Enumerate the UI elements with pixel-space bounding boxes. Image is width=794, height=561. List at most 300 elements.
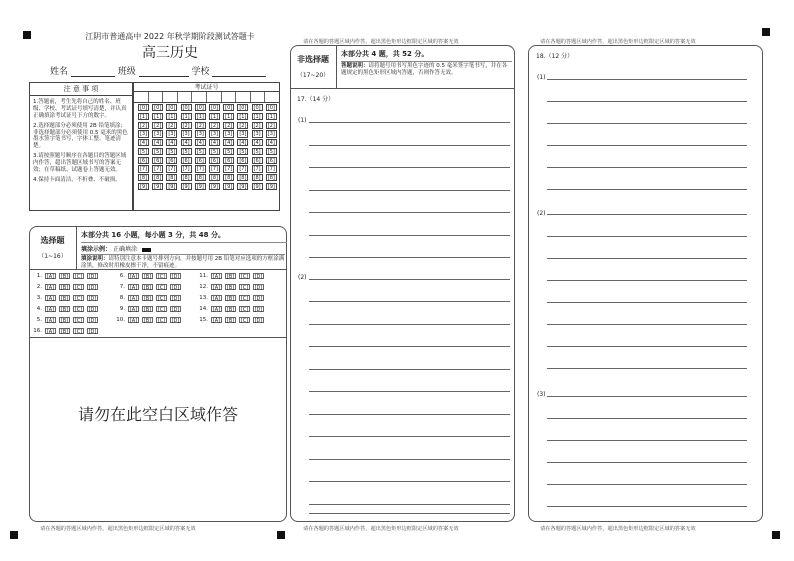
answer-bubble-b[interactable]: [B] [60,285,69,291]
exam-id-bubble[interactable]: [8] [154,175,162,182]
answer-bubble-a[interactable]: [A] [46,307,55,313]
exam-id-bubble[interactable]: [7] [210,166,219,173]
answer-bubble-a[interactable]: [A] [46,274,55,280]
nonchoice-info [337,45,515,89]
exam-id-bubble[interactable]: [4] [239,140,247,147]
exam-id-bubble[interactable]: [6] [168,157,176,164]
nonchoice-header [290,45,337,89]
answer-bubble-b[interactable]: [B] [143,296,152,302]
answer-bubble-a[interactable]: [A] [46,285,55,291]
answer-line[interactable] [547,258,747,259]
exam-id-bubble[interactable]: [4] [182,140,190,147]
exam-id-bubble[interactable]: [9] [182,184,190,191]
answer-bubble-a[interactable]: [A] [46,318,55,324]
exam-id-digit-box[interactable] [149,92,164,102]
answer-bubble-b[interactable]: [B] [60,307,69,313]
exam-id-bubble[interactable]: [8] [196,175,204,182]
answer-line[interactable] [309,504,510,505]
answer-bubble-d[interactable]: [D] [254,296,263,302]
answer-bubble-c[interactable]: [C] [74,296,83,302]
exam-id-bubble[interactable]: [2] [168,122,176,129]
student-info-row [50,64,266,77]
answer-bubble-a[interactable]: [A] [212,285,221,291]
nonchoice-instruction-label: 答题说明： [341,63,369,69]
choice-question-row [196,284,267,290]
answer-bubble-c[interactable]: [C] [240,296,249,302]
name-field[interactable] [71,67,115,77]
q18-label: 18.（12 分） [536,53,574,60]
choice-grid-bottom-rule [29,337,287,338]
answer-line[interactable] [547,101,747,102]
exam-id-bubble[interactable]: [2] [267,122,275,129]
exam-id-bubble[interactable]: [3] [253,131,261,138]
nonchoice-panel [290,45,515,522]
choice-question-row [113,295,184,301]
answer-line[interactable] [309,235,510,236]
choice-question-row [196,317,267,323]
question-number: 14. [199,306,208,312]
answer-bubble-d[interactable]: [D] [88,329,97,335]
answer-bubble-a[interactable]: [A] [129,274,138,280]
answer-line[interactable] [547,280,747,281]
question-number: 11. [199,273,208,279]
answer-bubble-c[interactable]: [C] [74,318,83,324]
answer-line[interactable] [309,346,510,347]
exam-id-bubble[interactable]: [7] [196,166,204,173]
warning-footer-right: 请在各题的答题区域内作答，超出黑色矩形边框限定区域的答案无效 [540,526,696,532]
notice-item: 4.保持卡面清洁，不折叠、不破损。 [33,176,121,183]
notice-items [30,96,132,184]
answer-line[interactable] [547,484,747,485]
exam-id-bubble[interactable]: [1] [210,113,219,120]
question-number: 1. [36,273,42,279]
answer-line[interactable] [547,302,747,303]
answer-bubble-b[interactable]: [B] [226,274,235,280]
exam-id-bubble[interactable]: [1] [267,113,275,120]
answer-bubble-c[interactable]: [C] [74,329,83,335]
choice-question-row [30,306,101,312]
answer-bubble-c[interactable]: [C] [240,285,249,291]
q18-part2-label: (2) [537,210,546,217]
exam-id-bubble[interactable]: [7] [139,166,148,173]
exam-id-bubble[interactable]: [9] [253,184,261,191]
warning-footer-mid: 请在各题的答题区域内作答，超出黑色矩形边框限定区域的答案无效 [303,526,459,532]
answer-line[interactable] [309,459,510,460]
exam-id-column [237,104,248,190]
exam-id-bubble[interactable]: [0] [196,105,204,111]
exam-id-bubble[interactable]: [3] [267,131,275,138]
answer-line[interactable] [547,167,747,168]
answer-bubble-c[interactable]: [C] [240,274,249,280]
nonchoice-instruction [341,61,512,78]
answer-bubble-d[interactable]: [D] [88,296,97,302]
answer-bubble-d[interactable]: [D] [171,285,180,291]
answer-bubble-c[interactable]: [C] [240,318,249,324]
answer-line[interactable] [547,324,747,325]
fill-example [81,242,287,253]
exam-id-digit-box[interactable] [251,92,266,102]
answer-bubble-a[interactable]: [A] [129,296,138,302]
school-field[interactable] [212,67,266,77]
answer-bubble-c[interactable]: [C] [74,307,83,313]
exam-id-bubble[interactable]: [2] [225,122,233,129]
exam-id-bubble[interactable]: [2] [154,122,162,129]
answer-line[interactable] [547,418,747,419]
answer-line[interactable] [309,481,510,482]
answer-bubble-c[interactable]: [C] [157,296,166,302]
registration-mark-bottom-left [10,531,18,539]
notice-item: 1.答题前，考生先将自己的姓名、班级、学校、考试证号填写清楚，并认真正确填涂考试证号下方的数字。 [33,99,127,119]
exam-id-bubble[interactable]: [4] [210,140,219,147]
exam-id-bubble[interactable]: [0] [239,105,247,111]
question-number: 6. [119,273,125,279]
exam-id-bubble[interactable]: [0] [182,105,190,111]
exam-id-bubble[interactable]: [6] [210,157,219,164]
exam-id-bubble[interactable]: [7] [225,166,233,173]
answer-bubble-d[interactable]: [D] [88,318,97,324]
fill-instruction-text: 请特别注意本卡题号排列方向，并按题号用 2B 铅笔对应选项的方框涂满涂黑，修改时用橡皮擦干净，不留痕迹。 [81,256,285,270]
notice-item: 3.请按照题号顺序在各题目的答题区域内作答，超出答题区域书写的答案无效；在草稿纸、试题卷上答题无效。 [33,153,127,173]
answer-line[interactable] [547,189,747,190]
exam-id-bubble[interactable]: [9] [267,184,275,191]
exam-id-bubble[interactable]: [0] [168,105,176,111]
answer-line[interactable] [309,279,510,280]
exam-id-bubble[interactable]: [2] [139,122,148,129]
answer-bubble-d[interactable]: [D] [171,307,180,313]
answer-bubble-a[interactable]: [A] [212,296,221,302]
exam-id-digit-box[interactable] [207,92,222,102]
exam-id-bubble[interactable]: [3] [139,131,148,138]
choice-question-row [196,273,267,279]
exam-id-bubble[interactable]: [9] [154,184,162,191]
exam-id-bubble[interactable]: [9] [139,184,148,191]
choice-question-row [113,273,184,279]
exam-id-bubble[interactable]: [6] [239,157,247,164]
answer-line[interactable] [547,462,747,463]
exam-id-column [209,104,220,190]
exam-id-bubble[interactable]: [1] [253,113,261,120]
answer-bubble-b[interactable]: [B] [60,274,69,280]
answer-bubble-d[interactable]: [D] [171,274,180,280]
answer-bubble-c[interactable]: [C] [157,285,166,291]
answer-line[interactable] [309,414,510,415]
exam-id-bubble[interactable]: [1] [168,113,176,120]
answer-bubble-d[interactable]: [D] [88,307,97,313]
question-number: 13. [199,295,208,301]
exam-id-bubble[interactable]: [4] [267,140,275,147]
registration-mark-bottom-right [772,531,780,539]
answer-line[interactable] [547,346,747,347]
fill-example-label: 填涂示例： [81,246,112,253]
exam-id-column [181,104,192,190]
class-field[interactable] [139,67,189,77]
q17-part1-label: (1) [298,117,307,124]
answer-bubble-a[interactable]: [A] [129,318,138,324]
notice-item: 2.选择题部分必须使用 2B 铅笔填涂；非选择题部分必须使用 0.5 毫米的黑色墨水签字笔书写，字体工整、笔迹清楚。 [33,122,128,150]
exam-id-bubble[interactable]: [7] [168,166,176,173]
exam-id-bubble[interactable]: [8] [139,175,148,182]
answer-bubble-b[interactable]: [B] [226,296,235,302]
answer-line[interactable] [547,236,747,237]
answer-line[interactable] [547,79,747,80]
exam-id-bubble[interactable]: [8] [225,175,233,182]
exam-id-bubble[interactable]: [5] [168,148,176,155]
exam-id-bubble[interactable]: [1] [239,113,247,120]
exam-id-bubble[interactable]: [0] [154,105,162,111]
answer-bubble-a[interactable]: [A] [129,307,138,313]
answer-bubble-d[interactable]: [D] [254,307,263,313]
warning-header-mid: 请在各题的答题区域内作答，超出黑色矩形边框限定区域的答案无效 [303,39,459,45]
answer-bubble-c[interactable]: [C] [157,274,166,280]
answer-bubble-b[interactable]: [B] [143,274,152,280]
exam-id-digit-box[interactable] [178,92,193,102]
answer-bubble-a[interactable]: [A] [212,274,221,280]
exam-id-bubble[interactable]: [4] [168,140,176,147]
subject-title: 高三历史 [142,45,198,61]
answer-bubble-a[interactable]: [A] [129,285,138,291]
answer-bubble-a[interactable]: [A] [46,329,55,335]
exam-id-bubble[interactable]: [8] [267,175,275,182]
question-number: 15. [199,317,208,323]
registration-mark-top-left [23,31,31,39]
choice-question-row [30,284,101,290]
answer-bubble-a[interactable]: [A] [212,318,221,324]
exam-id-bubble[interactable]: [7] [239,166,247,173]
exam-id-bubble[interactable]: [5] [210,148,219,155]
exam-id-bubble[interactable]: [3] [154,131,162,138]
answer-bubble-a[interactable]: [A] [46,296,55,302]
answer-bubble-c[interactable]: [C] [240,307,249,313]
answer-bubble-d[interactable]: [D] [254,285,263,291]
question-number: 3. [36,295,42,301]
answer-line[interactable] [547,396,747,397]
exam-id-bubble[interactable]: [4] [154,140,162,147]
exam-id-bubble[interactable]: [8] [253,175,261,182]
notice-title: 注 意 事 项 [30,83,132,96]
answer-bubble-b[interactable]: [B] [143,285,152,291]
answer-bubble-b[interactable]: [B] [60,318,69,324]
exam-id-bubble[interactable]: [5] [139,148,148,155]
school-label: 学校 [191,67,210,77]
exam-id-bubble[interactable]: [9] [168,184,176,191]
exam-id-bubble[interactable]: [2] [182,122,190,129]
answer-bubble-d[interactable]: [D] [88,285,97,291]
exam-id-bubble[interactable]: [4] [196,140,204,147]
exam-id-bubble[interactable]: [8] [239,175,247,182]
exam-id-bubble[interactable]: [5] [225,148,233,155]
exam-id-bubble[interactable]: [2] [253,122,261,129]
exam-id-bubble[interactable]: [7] [267,166,275,173]
choice-question-row [30,273,101,279]
exam-id-digit-box[interactable] [236,92,251,102]
fill-example-text: 正确填涂 [112,246,137,253]
answer-line[interactable] [309,190,510,191]
answer-line[interactable] [309,212,510,213]
choice-question-row [113,306,184,312]
question-number: 10. [116,317,125,323]
nonchoice-summary: 本部分共 4 题，共 52 分。 [341,50,429,58]
choice-question-row [113,317,184,323]
exam-id-title: 考试证号 [134,83,279,92]
exam-id-bubble[interactable]: [6] [253,157,261,164]
answer-line[interactable] [309,436,510,437]
q18-part1-label: (1) [537,74,546,81]
answer-line[interactable] [309,122,510,123]
exam-id-bubble[interactable]: [5] [154,148,162,155]
answer-bubble-c[interactable]: [C] [74,285,83,291]
exam-id-bubble[interactable]: [1] [139,113,148,120]
exam-id-bubble[interactable]: [9] [225,184,233,191]
question-number: 5. [36,317,42,323]
answer-bubble-c[interactable]: [C] [74,274,83,280]
choice-section-panel [29,226,287,522]
exam-id-bubble[interactable]: [4] [225,140,233,147]
q18-part3-label: (3) [537,391,546,398]
registration-mark-top-right [762,28,770,36]
exam-id-bubble[interactable]: [2] [196,122,204,129]
nonchoice-range: （17~20） [296,72,330,79]
exam-id-bubble[interactable]: [6] [267,157,275,164]
answer-line[interactable] [547,440,747,441]
answer-line[interactable] [309,257,510,258]
nonchoice-instruction-text: 请将题号用书写黑色字迹的 0.5 毫米签字笔书写，并在各题规定的黑色矩形区域内答题，否则作答无效。 [341,63,508,77]
exam-id-bubble[interactable]: [2] [239,122,247,129]
exam-id-bubble[interactable]: [0] [210,105,219,111]
exam-id-bubble[interactable]: [7] [182,166,190,173]
answer-bubble-a[interactable]: [A] [212,307,221,313]
warning-header-right: 请在各题的答题区域内作答，超出黑色矩形边框限定区域的答案无效 [540,39,696,45]
exam-id-bubble[interactable]: [3] [182,131,190,138]
warning-footer-left: 请在各题的答题区域内作答，超出黑色矩形边框限定区域的答案无效 [40,526,196,532]
exam-id-bubble[interactable]: [0] [267,105,275,111]
question-number: 12. [199,284,208,290]
exam-title: 江阴市普通高中 2022 年秋学期阶段测试答题卡 [85,32,255,41]
exam-id-bubble[interactable]: [4] [139,140,148,147]
exam-id-bubble[interactable]: [2] [210,122,219,129]
exam-id-bubble[interactable]: [3] [225,131,233,138]
answer-bubble-b[interactable]: [B] [60,329,69,335]
fill-instruction [81,254,285,270]
exam-id-bubble[interactable]: [7] [154,166,162,173]
choice-section-range: （1~16） [38,253,67,260]
answer-bubble-b[interactable]: [B] [226,318,235,324]
exam-id-bubble[interactable]: [6] [196,157,204,164]
answer-line[interactable] [309,145,510,146]
answer-bubble-d[interactable]: [D] [88,274,97,280]
exam-id-bubble[interactable]: [8] [168,175,176,182]
choice-question-row [30,295,101,301]
answer-bubble-d[interactable]: [D] [254,318,263,324]
exam-id-write-row [134,92,279,103]
question-number: 9. [119,306,125,312]
exam-id-bubble[interactable]: [5] [239,148,247,155]
exam-id-bubble[interactable]: [5] [267,148,275,155]
answer-line[interactable] [309,513,510,514]
exam-id-bubble[interactable]: [1] [196,113,204,120]
exam-id-bubble[interactable]: [7] [253,166,261,173]
answer-line[interactable] [309,324,510,325]
exam-id-bubble[interactable]: [8] [210,175,219,182]
choice-question-row [196,295,267,301]
exam-id-bubble[interactable]: [1] [225,113,233,120]
answer-line[interactable] [309,167,510,168]
answer-bubble-c[interactable]: [C] [157,318,166,324]
exam-id-digit-box[interactable] [134,92,149,102]
registration-mark-bottom-mid [277,531,285,539]
answer-line[interactable] [309,391,510,392]
exam-id-column [195,104,206,190]
answer-line[interactable] [547,506,747,507]
exam-id-digit-box[interactable] [265,92,279,102]
exam-id-bubble[interactable]: [9] [210,184,219,191]
answer-line[interactable] [547,123,747,124]
answer-line[interactable] [547,214,747,215]
answer-line[interactable] [309,301,510,302]
name-label: 姓名 [50,67,69,77]
exam-id-column [166,104,177,190]
exam-id-bubble[interactable]: [6] [182,157,190,164]
exam-id-bubble[interactable]: [1] [182,113,190,120]
fill-instruction-label: 填涂说明： [81,256,109,262]
exam-id-bubble[interactable]: [3] [196,131,204,138]
answer-line[interactable] [547,145,747,146]
exam-id-bubble[interactable]: [5] [196,148,204,155]
exam-id-bubble[interactable]: [0] [225,105,233,111]
exam-id-bubble[interactable]: [9] [196,184,204,191]
answer-line[interactable] [547,368,747,369]
answer-bubble-b[interactable]: [B] [226,307,235,313]
exam-id-bubble[interactable]: [6] [154,157,162,164]
choice-section-title: 选择题 [40,236,65,245]
exam-id-bubble[interactable]: [5] [253,148,261,155]
exam-id-bubble[interactable]: [0] [253,105,261,111]
question-number: 16. [33,328,42,334]
exam-id-bubble[interactable]: [4] [253,140,261,147]
exam-id-bubble[interactable]: [9] [239,184,247,191]
exam-id-bubble[interactable]: [3] [168,131,176,138]
q17-label: 17.（14 分） [297,96,335,103]
q17-part2-label: (2) [298,274,307,281]
exam-id-bubble[interactable]: [6] [225,157,233,164]
question-number: 2. [36,284,42,290]
exam-id-bubble[interactable]: [1] [154,113,162,120]
question-number: 4. [36,306,42,312]
answer-bubble-d[interactable]: [D] [171,318,180,324]
answer-bubble-c[interactable]: [C] [157,307,166,313]
exam-id-digit-box[interactable] [192,92,207,102]
exam-id-bubble[interactable]: [0] [139,105,148,111]
exam-id-bubble[interactable]: [3] [210,131,219,138]
choice-summary: 本部分共 16 小题，每小题 3 分，共 48 分。 [81,231,225,239]
answer-bubble-b[interactable]: [B] [143,307,152,313]
answer-bubble-d[interactable]: [D] [171,296,180,302]
exam-id-bubble[interactable]: [3] [239,131,247,138]
question-number: 8. [119,295,125,301]
answer-bubble-b[interactable]: [B] [143,318,152,324]
answer-bubble-d[interactable]: [D] [254,274,263,280]
answer-line[interactable] [309,369,510,370]
choice-question-row [113,284,184,290]
exam-id-bubble[interactable]: [6] [139,157,148,164]
question-number: 7. [119,284,125,290]
exam-id-digit-box[interactable] [222,92,237,102]
exam-id-bubble[interactable]: [8] [182,175,190,182]
exam-id-bubble[interactable]: [5] [182,148,190,155]
answer-bubble-b[interactable]: [B] [60,296,69,302]
answer-bubble-b[interactable]: [B] [226,285,235,291]
exam-id-column [266,104,277,190]
exam-id-digit-box[interactable] [163,92,178,102]
